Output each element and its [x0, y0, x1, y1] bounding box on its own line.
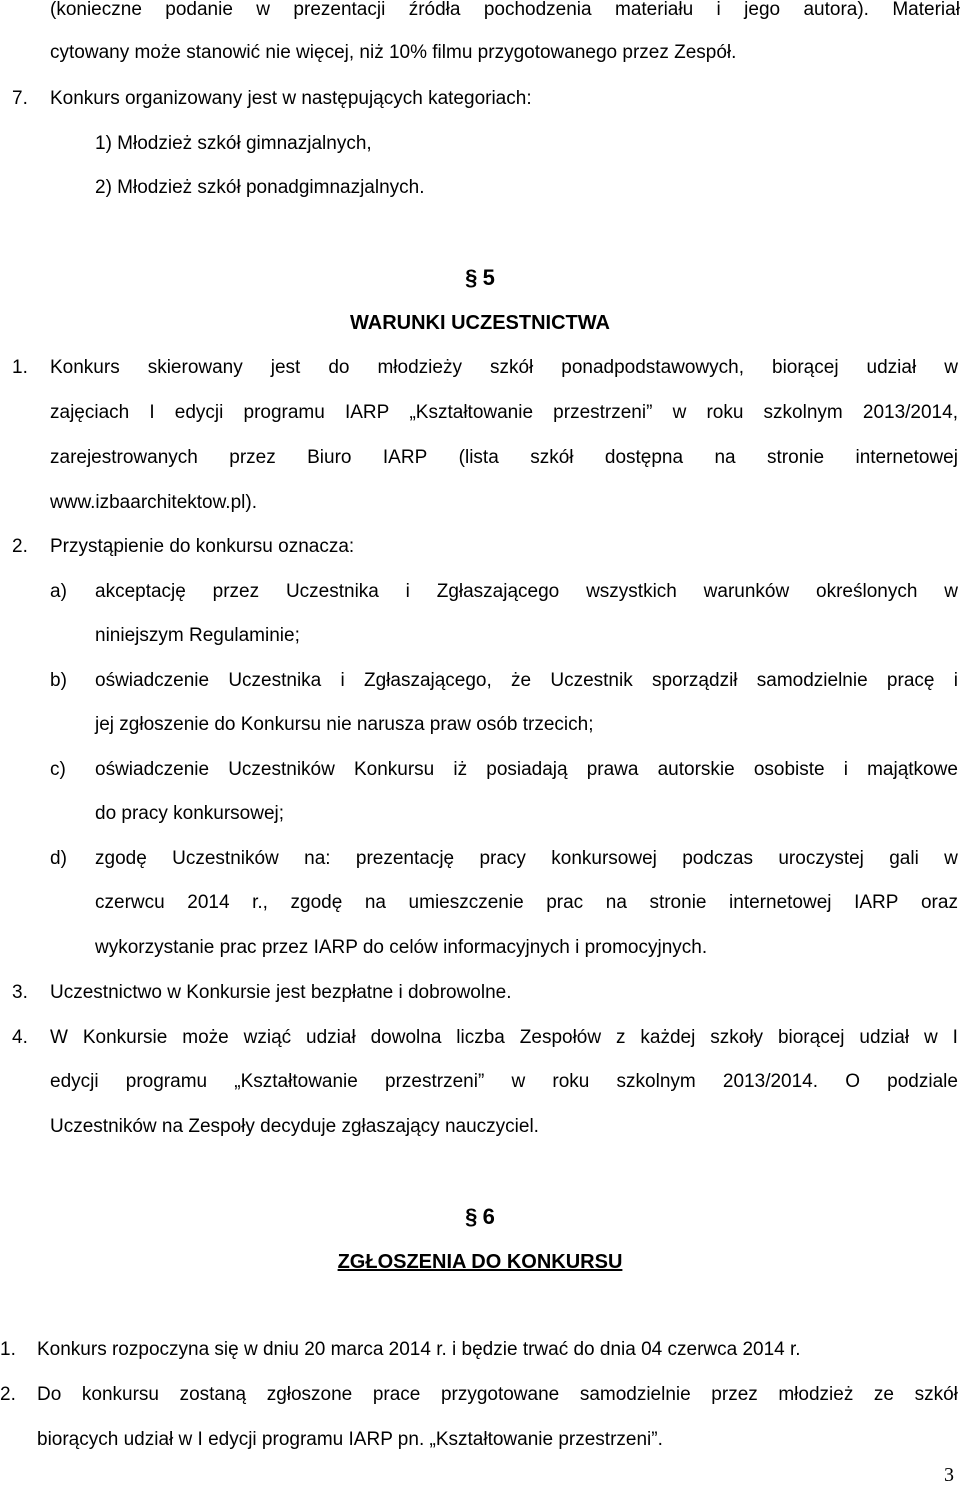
word: konkursu	[81, 1384, 159, 1405]
s5-p4-line-1	[50, 1026, 958, 1050]
word: podanie	[165, 0, 233, 20]
word: pracę	[886, 670, 935, 691]
s5-p1-marker: 1.	[12, 357, 28, 378]
word: w	[944, 357, 958, 378]
item-7-text: Konkurs organizowany jest w następujących kategoriach:	[50, 88, 532, 109]
word: zgodę	[290, 892, 343, 913]
word: ze	[873, 1384, 894, 1405]
word: zgodę	[95, 848, 147, 869]
word: i	[953, 670, 958, 691]
s5-p2-b-marker: b)	[50, 670, 67, 691]
s5-p2-b-line-2: jej zgłoszenie do Konkursu nie narusza praw osób trzecich;	[95, 714, 594, 735]
word: pracy	[479, 848, 526, 869]
s5-p1-line-3	[50, 446, 958, 470]
word: autorskie	[657, 759, 735, 780]
word: materiału	[615, 0, 694, 20]
s5-p4-marker: 4.	[12, 1027, 28, 1048]
intro-line-1	[50, 0, 960, 22]
word: czerwcu	[95, 892, 165, 913]
word: oświadczenie	[95, 670, 210, 691]
word: Biuro	[307, 447, 352, 468]
s5-p4-line-3: Uczestników na Zespoły decyduje zgłaszający nauczyciel.	[50, 1116, 539, 1137]
word: na	[364, 892, 386, 913]
word: Uczestnika	[285, 581, 379, 602]
word: r.,	[252, 892, 268, 913]
section-symbol: §	[465, 265, 478, 290]
section-symbol: §	[465, 1204, 478, 1229]
word: pochodzenia	[483, 0, 592, 20]
word: autora).	[803, 0, 869, 20]
word: 2013/2014.	[722, 1071, 819, 1092]
word: z	[616, 1027, 626, 1048]
s5-p1-line-2	[50, 401, 958, 425]
word: W	[50, 1027, 68, 1048]
word: określonych	[816, 581, 918, 602]
word: wszystkich	[586, 581, 677, 602]
s5-p2-intro: Przystąpienie do konkursu oznacza:	[50, 536, 355, 557]
s5-p2-c-line-1	[95, 758, 958, 782]
s6-p2-line-1	[37, 1383, 958, 1407]
word: programu	[125, 1071, 208, 1092]
s5-p3-text: Uczestnictwo w Konkursie jest bezpłatne i dobrowolne.	[50, 982, 512, 1003]
word: 2013/2014,	[862, 402, 958, 423]
word: w	[256, 0, 271, 20]
s5-p1-line-1	[50, 356, 958, 380]
word: sporządził	[651, 670, 738, 691]
s5-p2-d-line-3: wykorzystanie prac przez IARP do celów informacyjnych i promocyjnych.	[95, 937, 708, 958]
word: warunków	[703, 581, 790, 602]
word: w	[944, 581, 958, 602]
word: jego	[744, 0, 781, 20]
section-5-title: WARUNKI UCZESTNICTWA	[350, 312, 610, 334]
word: oświadczenie	[95, 759, 210, 780]
word: gali	[889, 848, 919, 869]
word: do	[328, 357, 350, 378]
word: i	[843, 759, 848, 780]
item-7-marker: 7.	[12, 88, 28, 109]
word: może	[182, 1027, 229, 1048]
word: IARP	[344, 402, 390, 423]
intro-line-2: cytowany może stanowić nie więcej, niż 10% filmu przygotowanego przez Zespół.	[50, 42, 737, 63]
word: samodzielnie	[579, 1384, 691, 1405]
word: edycji	[50, 1071, 99, 1092]
s5-p2-b-line-1	[95, 669, 958, 693]
word: (lista	[458, 447, 499, 468]
word: i	[716, 0, 721, 20]
word: Zespołów	[519, 1027, 602, 1048]
word: przygotowane	[440, 1384, 560, 1405]
word: internetowej	[855, 447, 958, 468]
word: biorącej	[777, 1027, 845, 1048]
word: 2014	[187, 892, 230, 913]
word: dowolna	[370, 1027, 442, 1048]
word: Do	[37, 1384, 62, 1405]
word: szkół	[489, 357, 534, 378]
word: dostępna	[604, 447, 684, 468]
s6-p1-text: Konkurs rozpoczyna się w dniu 20 marca 2014 r. i będzie trwać do dnia 04 czerwca 2014 r.	[37, 1339, 801, 1360]
word: przez	[711, 1384, 758, 1405]
section-6-number	[0, 1204, 960, 1232]
page-number: 3	[944, 1464, 954, 1486]
word: O	[845, 1071, 860, 1092]
s5-p2-c-line-2: do pracy konkursowej;	[95, 803, 285, 824]
word: młodzież	[778, 1384, 854, 1405]
word: prac	[546, 892, 584, 913]
word: majątkowe	[867, 759, 958, 780]
word: na	[605, 892, 627, 913]
word: podczas	[682, 848, 754, 869]
word: (konieczne	[50, 0, 142, 20]
word: szkolnym	[763, 402, 843, 423]
s5-p2-marker: 2.	[12, 536, 28, 557]
word: Konkursu	[353, 759, 435, 780]
word: Konkursie	[82, 1027, 168, 1048]
word: prezentacji	[293, 0, 386, 20]
word: przez	[212, 581, 260, 602]
category-1: 1) Młodzież szkół gimnazjalnych,	[95, 133, 372, 154]
word: IARP	[854, 892, 899, 913]
word: umieszczenie	[408, 892, 524, 913]
word: jest	[270, 357, 301, 378]
word: Uczestnik	[550, 670, 633, 691]
word: na:	[304, 848, 331, 869]
word: w	[511, 1071, 526, 1092]
word: na	[714, 447, 736, 468]
word: że	[511, 670, 532, 691]
s5-p2-d-line-1	[95, 847, 958, 871]
word: Konkurs	[50, 357, 120, 378]
word: „Kształtowanie	[234, 1071, 358, 1092]
word: prezentację	[355, 848, 455, 869]
s5-p2-c-marker: c)	[50, 759, 66, 780]
word: roku	[706, 402, 744, 423]
section-5-number	[0, 265, 960, 293]
s5-p4-line-2	[50, 1070, 958, 1094]
word: iż	[453, 759, 468, 780]
word: konkursowej	[551, 848, 657, 869]
word: szkolnym	[616, 1071, 696, 1092]
s5-p2-a-line-2: niniejszym Regulaminie;	[95, 625, 300, 646]
word: Uczestników	[228, 759, 335, 780]
word: posiadają	[486, 759, 568, 780]
word: Uczestników	[172, 848, 279, 869]
word: programu	[243, 402, 325, 423]
word: zarejestrowanych	[50, 447, 198, 468]
word: wziąć	[243, 1027, 292, 1048]
word: w	[672, 402, 687, 423]
word: „Kształtowanie	[409, 402, 534, 423]
word: podziale	[887, 1071, 958, 1092]
word: i	[340, 670, 345, 691]
word: internetowej	[729, 892, 832, 913]
word: zostaną	[179, 1384, 247, 1405]
section-number: 6	[482, 1204, 495, 1229]
word: szkół	[914, 1384, 958, 1405]
word: młodzieży	[377, 357, 462, 378]
word: I	[149, 402, 155, 423]
word: samodzielnie	[756, 670, 868, 691]
word: szkoły	[710, 1027, 764, 1048]
s6-p1-marker: 1.	[0, 1339, 16, 1360]
word: biorącej	[772, 357, 839, 378]
word: w	[923, 1027, 938, 1048]
word: zajęciach	[50, 402, 130, 423]
word: Zgłaszającego,	[363, 670, 492, 691]
s6-p2-line-2: biorących udział w I edycji programu IARP pn. „Kształtowanie przestrzeni”.	[37, 1429, 663, 1450]
word: I	[952, 1027, 958, 1048]
word: źródła	[408, 0, 461, 20]
word: Zgłaszającego	[436, 581, 560, 602]
s5-p2-d-marker: d)	[50, 848, 67, 869]
s5-p3-marker: 3.	[12, 982, 28, 1003]
word: osobiste	[753, 759, 825, 780]
word: roku	[552, 1071, 590, 1092]
section-number: 5	[482, 265, 495, 290]
word: stronie	[649, 892, 707, 913]
s6-p2-marker: 2.	[0, 1384, 16, 1405]
word: i	[405, 581, 410, 602]
word: zgłoszone	[266, 1384, 353, 1405]
word: Uczestnika	[228, 670, 322, 691]
word: każdej	[640, 1027, 696, 1048]
word: oraz	[920, 892, 958, 913]
word: uroczystej	[778, 848, 864, 869]
word: skierowany	[147, 357, 243, 378]
s5-p1-line-4: www.izbaarchitektow.pl).	[50, 492, 257, 513]
word: prace	[372, 1384, 421, 1405]
word: w	[944, 848, 958, 869]
s5-p2-a-marker: a)	[50, 581, 67, 602]
category-2: 2) Młodzież szkół ponadgimnazjalnych.	[95, 177, 425, 198]
word: udział	[859, 1027, 910, 1048]
word: przestrzeni”	[553, 402, 653, 423]
s5-p2-a-line-1	[95, 580, 958, 604]
word: przez	[229, 447, 276, 468]
word: akceptację	[95, 581, 186, 602]
word: ponadpodstawowych,	[561, 357, 744, 378]
word: Materiał	[892, 0, 960, 20]
word: IARP	[382, 447, 428, 468]
s5-p2-d-line-2	[95, 891, 958, 915]
word: przestrzeni”	[385, 1071, 485, 1092]
word: szkół	[530, 447, 574, 468]
word: udział	[866, 357, 917, 378]
section-6-title: ZGŁOSZENIA DO KONKURSU	[337, 1251, 623, 1273]
word: stronie	[767, 447, 825, 468]
word: prawa	[586, 759, 639, 780]
word: edycji	[174, 402, 224, 423]
word: udział	[306, 1027, 356, 1048]
word: liczba	[456, 1027, 505, 1048]
